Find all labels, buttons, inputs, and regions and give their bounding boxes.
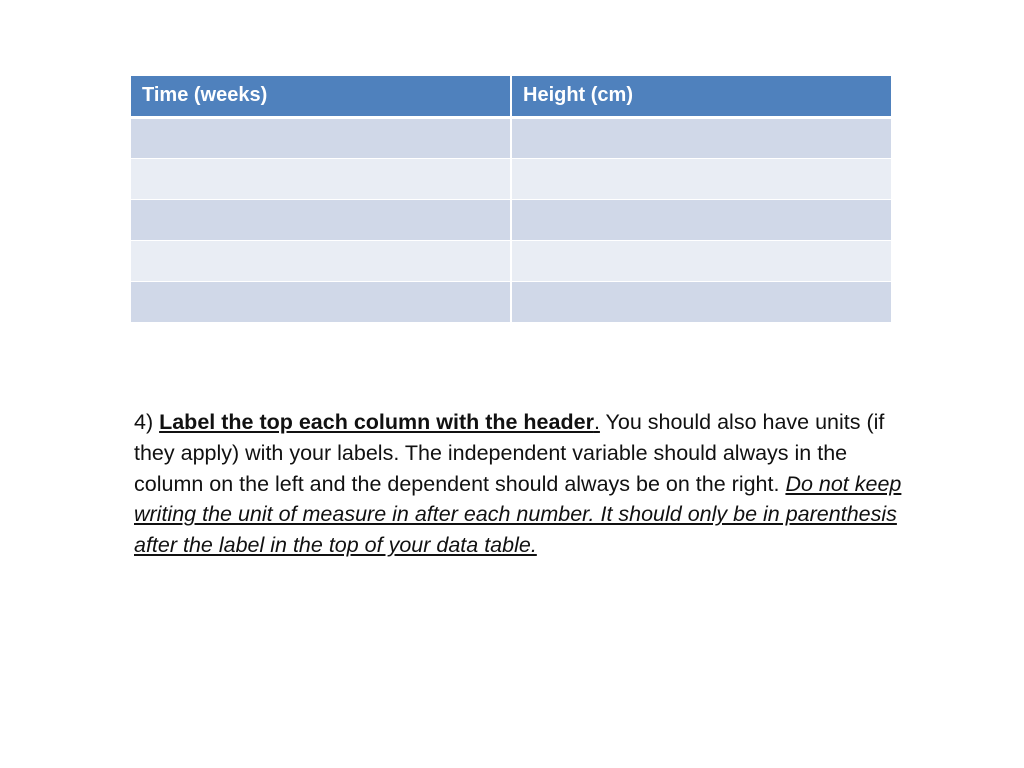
- instruction-body-text: You should also have units (if they apply) with your labels. The independent variable should always in the column on the left and the dependent should always be on the right.: [134, 410, 885, 496]
- table-header-row: [131, 76, 891, 117]
- table-cell: [131, 240, 511, 281]
- table-cell: [511, 199, 891, 240]
- instruction-bold-period: .: [593, 410, 600, 434]
- instruction-paragraph: [134, 407, 904, 561]
- table-cell: [131, 199, 511, 240]
- column-header-time: Time (weeks): [131, 76, 511, 117]
- table-row: [131, 158, 891, 199]
- table-row: [131, 240, 891, 281]
- instruction-italic-text: Do not keep writing the unit of measure in after each number. It should only be in parenthesis after the label in the top of your data table.: [134, 471, 902, 558]
- table-row: [131, 199, 891, 240]
- table-cell: [131, 117, 511, 158]
- table-row: [131, 117, 891, 158]
- table-cell: [131, 281, 511, 322]
- instruction-number: 4): [134, 410, 160, 434]
- table-cell: [131, 158, 511, 199]
- table-cell: [511, 240, 891, 281]
- instruction-bold-text: Label the top each column with the header: [159, 410, 594, 434]
- table-cell: [511, 281, 891, 322]
- data-table: [131, 76, 891, 323]
- table-cell: [511, 117, 891, 158]
- table-row: [131, 281, 891, 322]
- column-header-height: Height (cm): [511, 76, 891, 117]
- table-cell: [511, 158, 891, 199]
